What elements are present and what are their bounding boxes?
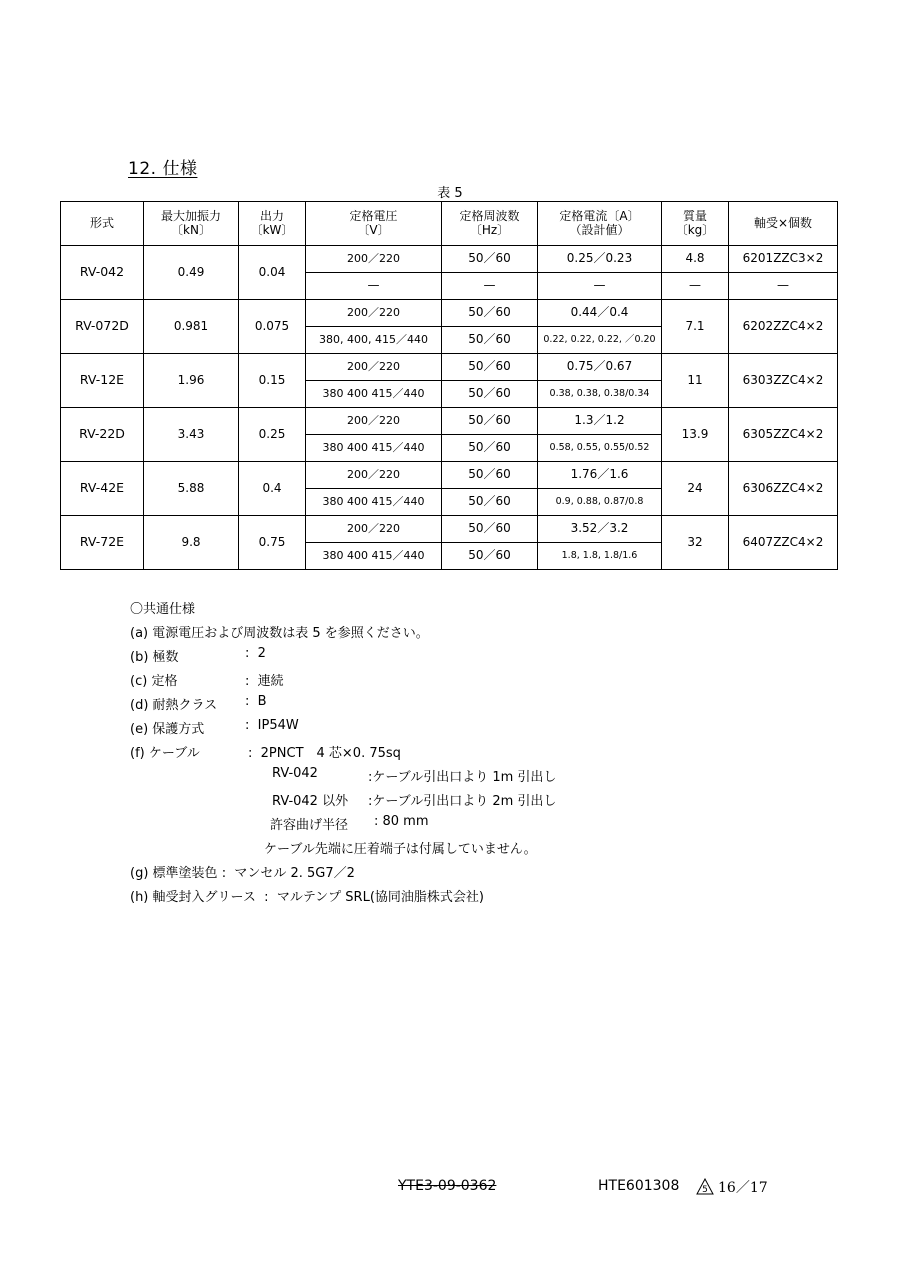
table-row xyxy=(61,462,838,489)
cell-bearing: — xyxy=(729,273,838,300)
cell-mass: 24 xyxy=(662,462,729,516)
header-mass: 質量 〔kg〕 xyxy=(662,202,729,246)
header-bearing: 軸受×個数 xyxy=(729,202,838,246)
header-model: 形式 xyxy=(61,202,144,246)
cell-current: 0.44／0.4 xyxy=(538,300,662,327)
old-document-number: YTE3-09-0362 xyxy=(398,1178,497,1194)
header-output: 出力 〔kW〕 xyxy=(239,202,306,246)
cell-mass: 4.8 xyxy=(662,246,729,273)
cell-mass: 32 xyxy=(662,516,729,570)
cell-frequency: 50／60 xyxy=(442,246,538,273)
cable-detail-value: :ケーブル引出口より 2m 引出し xyxy=(368,794,557,809)
cell-bearing: 6305ZZC4×2 xyxy=(729,408,838,462)
spec-item-f: (f) ケーブル xyxy=(130,746,200,761)
cell-voltage: 380 400 415／440 xyxy=(306,489,442,516)
cell-force: 9.8 xyxy=(144,516,239,570)
spec-item-g: (g) 標準塗装色 : マンセル 2. 5G7／2 xyxy=(130,866,355,881)
cell-voltage: 380, 400, 415／440 xyxy=(306,327,442,354)
spec-item-b: (b) 極数 xyxy=(130,650,179,665)
spec-item-c-value: : 連続 xyxy=(245,674,284,689)
cell-current: 0.25／0.23 xyxy=(538,246,662,273)
cell-current: 0.22, 0.22, 0.22, ／0.20 xyxy=(538,327,662,354)
cell-voltage: 380 400 415／440 xyxy=(306,543,442,570)
cell-output: 0.04 xyxy=(239,246,306,300)
cell-voltage: 380 400 415／440 xyxy=(306,381,442,408)
spec-item-e: (e) 保護方式 xyxy=(130,722,205,737)
cable-detail-note: ケーブル先端に圧着端子は付属していません。 xyxy=(264,842,537,857)
cell-output: 0.75 xyxy=(239,516,306,570)
cell-bearing: 6407ZZC4×2 xyxy=(729,516,838,570)
header-max-force: 最大加振力 〔kN〕 xyxy=(144,202,239,246)
cell-frequency: 50／60 xyxy=(442,489,538,516)
cell-mass: — xyxy=(662,273,729,300)
cell-force: 3.43 xyxy=(144,408,239,462)
spec-item-d: (d) 耐熱クラス xyxy=(130,698,218,713)
spec-item-c: (c) 定格 xyxy=(130,674,178,689)
spec-table xyxy=(60,201,838,570)
table-caption: 表 5 xyxy=(437,186,463,201)
cell-output: 0.25 xyxy=(239,408,306,462)
header-current: 定格電流〔A〕 （設計値） xyxy=(538,202,662,246)
cell-voltage: 200／220 xyxy=(306,408,442,435)
cell-frequency: 50／60 xyxy=(442,516,538,543)
cell-output: 0.15 xyxy=(239,354,306,408)
cell-frequency: 50／60 xyxy=(442,300,538,327)
spec-item-h: (h) 軸受封入グリース : マルテンプ SRL(協同油脂株式会社) xyxy=(130,890,484,905)
cell-voltage: — xyxy=(306,273,442,300)
revision-page xyxy=(696,1177,768,1199)
cell-bearing: 6201ZZC3×2 xyxy=(729,246,838,273)
cell-mass: 11 xyxy=(662,354,729,408)
cell-force: 0.49 xyxy=(144,246,239,300)
cell-model: RV-12E xyxy=(61,354,144,408)
cell-voltage: 200／220 xyxy=(306,300,442,327)
spec-item-b-value: : 2 xyxy=(245,646,266,661)
cell-force: 1.96 xyxy=(144,354,239,408)
cell-current: 0.9, 0.88, 0.87/0.8 xyxy=(538,489,662,516)
cell-voltage: 200／220 xyxy=(306,354,442,381)
cell-frequency: 50／60 xyxy=(442,408,538,435)
cell-current: 1.3／1.2 xyxy=(538,408,662,435)
cell-model: RV-72E xyxy=(61,516,144,570)
table-row xyxy=(61,300,838,327)
table-row xyxy=(61,516,838,543)
table-header-row xyxy=(61,202,838,246)
cable-detail-label: 許容曲げ半径 xyxy=(270,818,349,833)
cable-detail-value: :ケーブル引出口より 1m 引出し xyxy=(368,770,557,785)
header-voltage: 定格電圧 〔V〕 xyxy=(306,202,442,246)
page-number: 16／17 xyxy=(718,1180,768,1196)
cell-voltage: 380 400 415／440 xyxy=(306,435,442,462)
cell-frequency: 50／60 xyxy=(442,381,538,408)
cell-current: 0.75／0.67 xyxy=(538,354,662,381)
header-frequency: 定格周波数 〔Hz〕 xyxy=(442,202,538,246)
spec-item-f-value: : 2PNCT 4 芯×0. 75sq xyxy=(248,746,401,761)
cell-current: 0.58, 0.55, 0.55/0.52 xyxy=(538,435,662,462)
cell-voltage: 200／220 xyxy=(306,246,442,273)
cell-frequency: 50／60 xyxy=(442,354,538,381)
spec-item-a: (a) 電源電圧および周波数は表 5 を参照ください。 xyxy=(130,626,429,641)
table-row xyxy=(61,246,838,273)
cell-current: — xyxy=(538,273,662,300)
cell-current: 1.8, 1.8, 1.8/1.6 xyxy=(538,543,662,570)
cell-bearing: 6202ZZC4×2 xyxy=(729,300,838,354)
cell-model: RV-42E xyxy=(61,462,144,516)
cell-force: 0.981 xyxy=(144,300,239,354)
cell-output: 0.4 xyxy=(239,462,306,516)
cell-bearing: 6306ZZC4×2 xyxy=(729,462,838,516)
document-number: HTE601308 xyxy=(598,1178,680,1194)
cell-model: RV-072D xyxy=(61,300,144,354)
cell-model: RV-042 xyxy=(61,246,144,300)
cell-voltage: 200／220 xyxy=(306,516,442,543)
cell-frequency: — xyxy=(442,273,538,300)
cell-model: RV-22D xyxy=(61,408,144,462)
cell-output: 0.075 xyxy=(239,300,306,354)
cell-current: 0.38, 0.38, 0.38/0.34 xyxy=(538,381,662,408)
section-title: 12. 仕様 xyxy=(128,159,198,179)
cell-force: 5.88 xyxy=(144,462,239,516)
cell-frequency: 50／60 xyxy=(442,462,538,489)
cable-detail-label: RV-042 以外 xyxy=(272,794,349,809)
cell-frequency: 50／60 xyxy=(442,327,538,354)
revision-number: 5 xyxy=(702,1185,708,1195)
cell-mass: 7.1 xyxy=(662,300,729,354)
table-row xyxy=(61,354,838,381)
cell-voltage: 200／220 xyxy=(306,462,442,489)
cell-mass: 13.9 xyxy=(662,408,729,462)
common-specs-heading: 〇共通仕様 xyxy=(130,602,196,617)
spec-item-e-value: : IP54W xyxy=(245,718,299,733)
revision-triangle-icon xyxy=(696,1178,714,1199)
cell-bearing: 6303ZZC4×2 xyxy=(729,354,838,408)
cell-frequency: 50／60 xyxy=(442,435,538,462)
cell-current: 3.52／3.2 xyxy=(538,516,662,543)
table-row xyxy=(61,408,838,435)
cell-frequency: 50／60 xyxy=(442,543,538,570)
cable-detail-value: : 80 mm xyxy=(374,814,429,829)
cell-current: 1.76／1.6 xyxy=(538,462,662,489)
cable-detail-label: RV-042 xyxy=(272,766,318,781)
spec-item-d-value: : B xyxy=(245,694,267,709)
